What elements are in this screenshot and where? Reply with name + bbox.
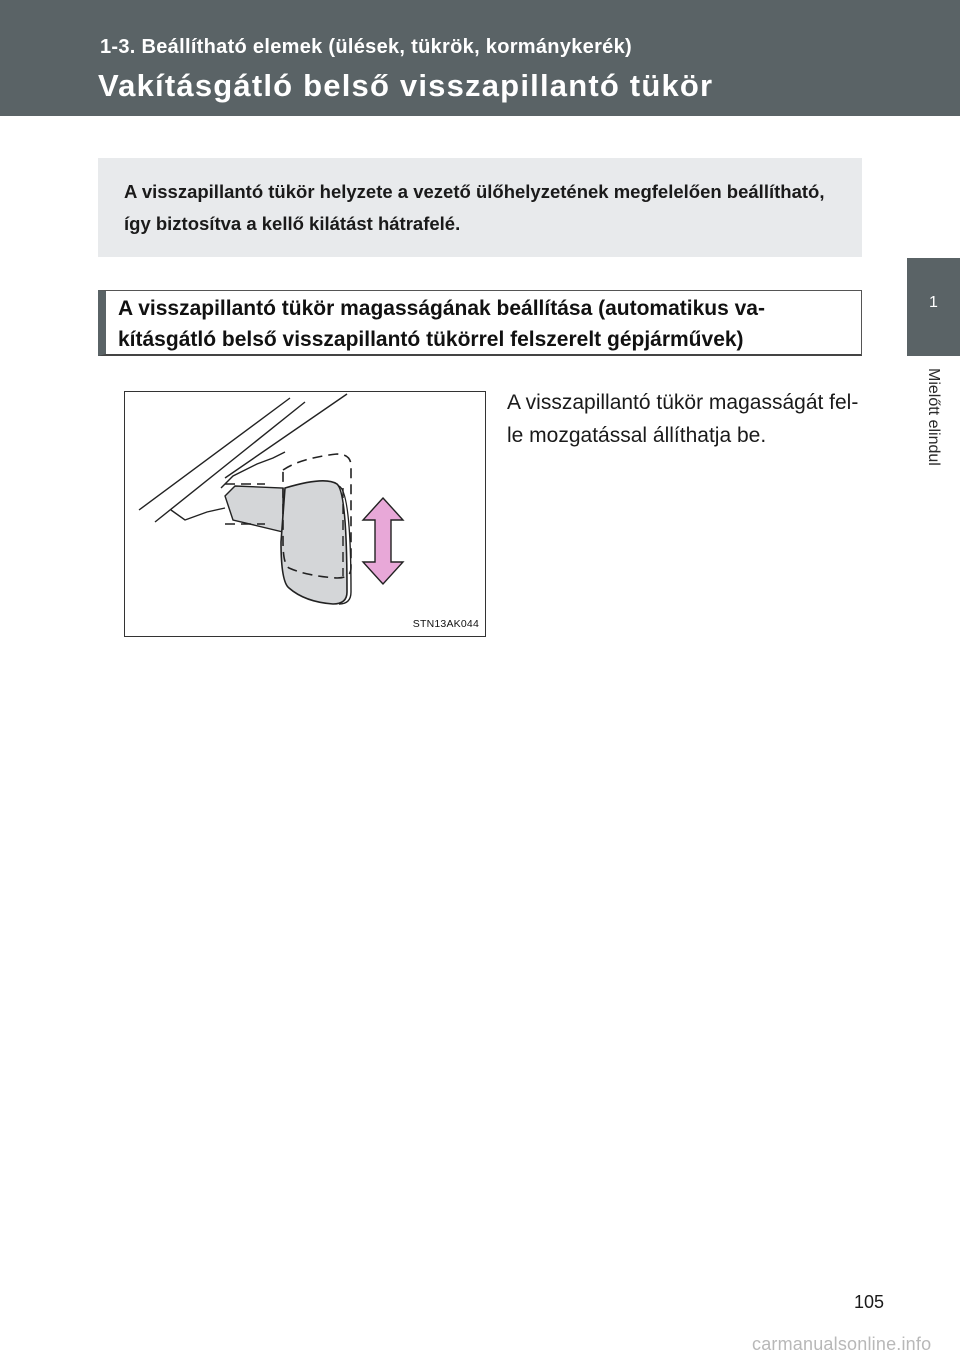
- instruction-text: A visszapillantó tükör magasságát fel-le mozgatással állíthatja be.: [507, 391, 859, 447]
- chapter-number: 1: [929, 294, 938, 311]
- mirror-body: [281, 481, 347, 604]
- chapter-tab[interactable]: [907, 258, 960, 356]
- section-subtitle: 1-3. Beállítható elemek (ülések, tükrök, kormánykerék): [100, 36, 632, 58]
- headliner-line: [225, 394, 347, 478]
- intro-text: A visszapillantó tükör helyzete a vezető ülőhelyzetének megfelelően beállítható, így biztosítva a kellő kilátást hátrafelé.: [124, 181, 825, 234]
- mount-base: [171, 508, 225, 520]
- page-header: [0, 0, 960, 116]
- section-heading-box: [98, 290, 862, 356]
- mirror-arm: [225, 486, 283, 532]
- chapter-label-container: [905, 368, 960, 508]
- mount-bracket: [221, 452, 285, 488]
- mirror-drawing: [125, 392, 485, 636]
- chapter-label: Mielőtt elindul: [925, 368, 942, 466]
- mirror-illustration: [124, 391, 486, 637]
- figure-code: STN13AK044: [412, 618, 479, 630]
- section-heading: A visszapillantó tükör magasságának beállítása (automatikus va-kításgátló belső visszapillantó tükörrel felszerelt gépjárművek): [118, 297, 765, 351]
- page-number: 105: [854, 1292, 885, 1312]
- page-title: Vakításgátló belső visszapillantó tükör: [98, 68, 714, 103]
- intro-box: [98, 158, 862, 257]
- up-down-arrow-icon: [363, 498, 403, 584]
- watermark: carmanualsonline.info: [752, 1334, 932, 1354]
